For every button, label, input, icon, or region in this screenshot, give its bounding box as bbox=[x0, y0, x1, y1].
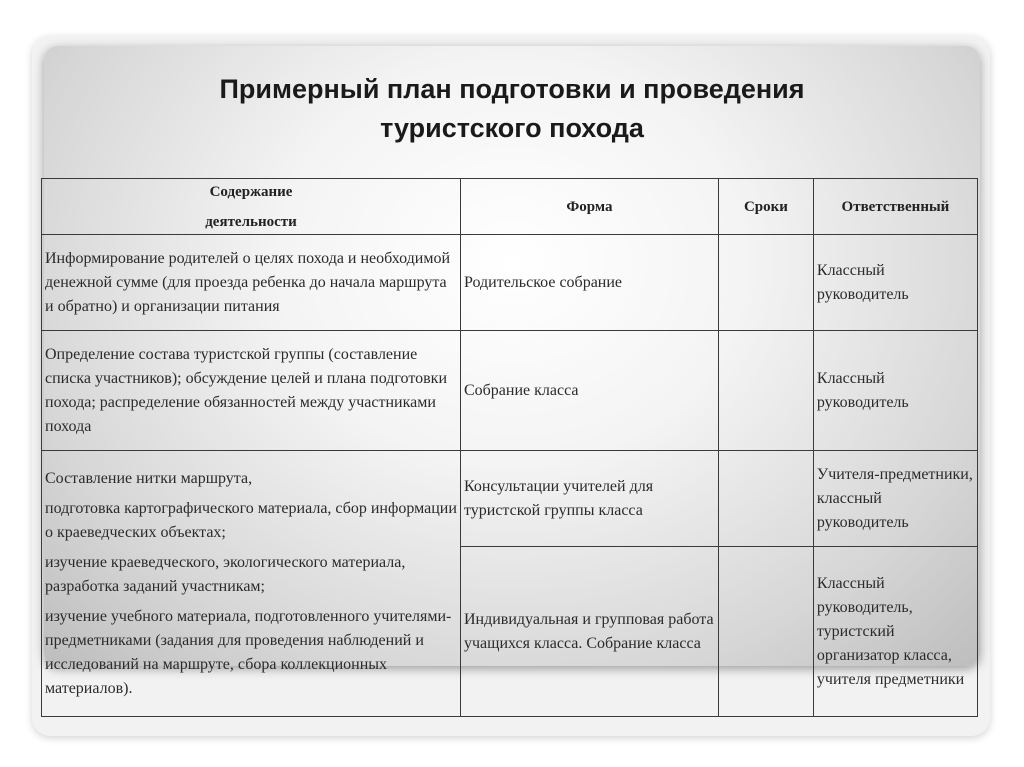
cell-deadline bbox=[718, 331, 813, 451]
title-line-2: туристского похода bbox=[380, 113, 644, 143]
cell-form: Консультации учителей для туристской группы класса bbox=[460, 451, 718, 547]
content-part-2: подготовка картографического материала, сбор информации о краеведческих объектах; bbox=[45, 499, 457, 541]
plan-table bbox=[41, 178, 978, 717]
header-deadline: Сроки bbox=[718, 179, 813, 235]
header-content bbox=[42, 179, 461, 235]
header-content-line-1: Содержание bbox=[209, 183, 293, 200]
content-part-1: Составление нитки маршрута, bbox=[45, 469, 253, 487]
header-responsible: Ответственный bbox=[813, 179, 977, 235]
cell-form: Родительское собрание bbox=[460, 235, 718, 331]
content-part-3: изучение краеведческого, экологического материала, разработка заданий участникам; bbox=[45, 553, 406, 595]
table-row bbox=[42, 235, 978, 331]
header-form: Форма bbox=[460, 179, 718, 235]
cell-content: Информирование родителей о целях похода и необходимой денежной сумме (для проезда ребенка до начала маршрута и обратно) и организации питания bbox=[42, 235, 461, 331]
header-content-line-2: деятельности bbox=[205, 213, 297, 230]
cell-form: Индивидуальная и групповая работа учащихся класса. Собрание класса bbox=[460, 547, 718, 717]
cell-deadline bbox=[718, 235, 813, 331]
cell-content: Определение состава туристской группы (составление списка участников); обсуждение целей и плана подготовки похода; распределение обязанностей между участниками похода bbox=[42, 331, 461, 451]
cell-form: Собрание класса bbox=[460, 331, 718, 451]
cell-responsible: Классный руководитель, туристский организатор класса, учителя предметники bbox=[813, 547, 977, 717]
cell-responsible: Классный руководитель bbox=[813, 235, 977, 331]
table-header-row bbox=[42, 179, 978, 235]
content-part-4: изучение учебного материала, подготовленного учителями-предметниками (задания для проведения наблюдений и исследований на маршруте, сбора коллекционных материалов). bbox=[45, 607, 452, 697]
title-line-1: Примерный план подготовки и проведения bbox=[219, 74, 805, 104]
table-row bbox=[42, 331, 978, 451]
cell-responsible: Учителя-предметники, классный руководитель bbox=[813, 451, 977, 547]
cell-deadline bbox=[718, 547, 813, 717]
cell-responsible: Классный руководитель bbox=[813, 331, 977, 451]
page-title bbox=[44, 70, 980, 148]
cell-deadline bbox=[718, 451, 813, 547]
cell-content-multi bbox=[42, 451, 461, 717]
table-row bbox=[42, 451, 978, 547]
